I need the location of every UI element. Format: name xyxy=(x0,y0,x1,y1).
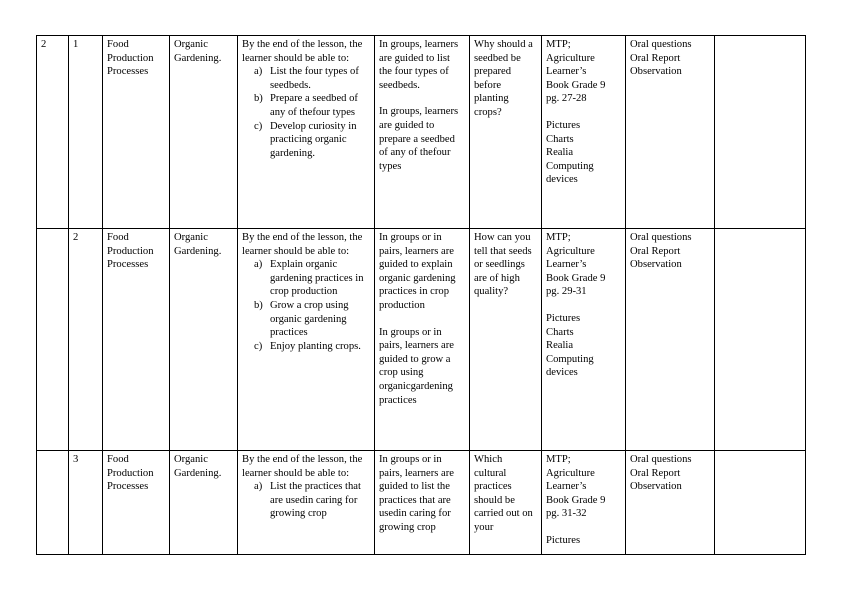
inquiry-question-cell xyxy=(470,229,542,451)
outcome-marker: c) xyxy=(254,120,263,132)
table-row xyxy=(37,36,806,229)
learning-outcomes-cell xyxy=(238,451,375,555)
resource-line: pg. 29-31 xyxy=(546,286,587,298)
assessment-cell xyxy=(626,36,715,229)
sub-strand-cell xyxy=(170,451,238,555)
resource-line: Book Grade 9 xyxy=(546,272,606,284)
sub-strand-cell xyxy=(170,229,238,451)
resource-line: Pictures xyxy=(546,119,581,131)
sub-strand-line: Organic xyxy=(174,39,208,50)
outcome-item xyxy=(242,120,370,161)
outcome-text: List the practices that are usedin caring for growing crop xyxy=(270,481,361,520)
assessment-line: Observation xyxy=(630,481,682,493)
assessment-line: Oral questions xyxy=(630,39,692,50)
strand-line: Production xyxy=(107,467,154,479)
assessment-cell xyxy=(626,451,715,555)
resource-line: Charts xyxy=(546,326,574,338)
outcome-item xyxy=(242,92,370,119)
outcome-text: List the four types of seedbeds. xyxy=(270,66,359,91)
outcome-marker: a) xyxy=(254,66,263,78)
reflection-cell xyxy=(715,229,806,451)
strand-line: Production xyxy=(107,52,154,64)
outcome-text: Grow a crop using organic gardening practices xyxy=(270,299,349,339)
outcome-marker: a) xyxy=(254,481,263,493)
sub-strand-cell xyxy=(170,36,238,229)
outcome-marker: c) xyxy=(254,340,263,352)
assessment-line: Oral Report xyxy=(630,245,681,257)
resources-cell xyxy=(542,229,626,451)
resource-line: Book Grade 9 xyxy=(546,494,606,506)
table-body xyxy=(37,36,806,555)
inquiry-question-cell xyxy=(470,451,542,555)
strand-cell xyxy=(103,36,170,229)
assessment-line: Oral Report xyxy=(630,467,681,479)
outcomes-list xyxy=(242,480,370,521)
week-cell xyxy=(37,229,69,451)
lesson-cell xyxy=(69,451,103,555)
resource-line: Realia xyxy=(546,340,574,352)
resource-line: Charts xyxy=(546,133,574,145)
outcome-item xyxy=(242,258,370,299)
experience-paragraph: In groups or in pairs, learners are guided to explain organic gardening practices in crop production xyxy=(379,232,456,311)
outcomes-list xyxy=(242,258,370,353)
week-cell xyxy=(37,451,69,555)
resource-line: Learner’s xyxy=(546,481,587,493)
reflection-cell xyxy=(715,36,806,229)
resource-line: Realia xyxy=(546,147,574,159)
outcomes-intro: By the end of the lesson, the learner should be able to: xyxy=(242,232,363,257)
strand-line: Processes xyxy=(107,481,149,493)
learning-outcomes-cell xyxy=(238,36,375,229)
table-row xyxy=(37,229,806,451)
sub-strand-line: Gardening. xyxy=(174,245,222,257)
resource-line: Agriculture xyxy=(546,52,595,64)
resource-line: devices xyxy=(546,174,578,186)
resource-line: Agriculture xyxy=(546,467,595,479)
strand-line: Food xyxy=(107,39,129,50)
resources-cell xyxy=(542,451,626,555)
resources-cell xyxy=(542,36,626,229)
assessment-line: Observation xyxy=(630,259,682,271)
resource-line: MTP; xyxy=(546,232,571,243)
lesson-number: 3 xyxy=(73,454,79,465)
outcome-text: Enjoy planting crops. xyxy=(270,340,361,352)
resource-line: Book Grade 9 xyxy=(546,79,606,91)
scheme-of-work-table xyxy=(36,35,806,555)
outcome-item xyxy=(242,480,370,521)
inquiry-question: Why should a seedbed be prepared before planting crops? xyxy=(474,39,533,118)
resource-line: Agriculture xyxy=(546,245,595,257)
resource-line: MTP; xyxy=(546,454,571,465)
reflection-cell xyxy=(715,451,806,555)
outcome-text: Develop curiosity in practicing organic gardening. xyxy=(270,120,357,159)
week-cell xyxy=(37,36,69,229)
assessment-line: Observation xyxy=(630,66,682,78)
strand-cell xyxy=(103,229,170,451)
resource-line: pg. 27-28 xyxy=(546,93,587,105)
lesson-cell xyxy=(69,36,103,229)
assessment-cell xyxy=(626,229,715,451)
outcome-marker: b) xyxy=(254,93,263,105)
assessment-line: Oral Report xyxy=(630,52,681,64)
resource-line: devices xyxy=(546,367,578,379)
outcome-text: Prepare a seedbed of any of thefour types xyxy=(270,93,358,118)
strand-line: Processes xyxy=(107,259,149,271)
sub-strand-line: Organic xyxy=(174,454,208,465)
inquiry-question: How can you tell that seeds or seedlings are of high quality? xyxy=(474,232,532,298)
outcome-item xyxy=(242,340,370,354)
outcomes-intro: By the end of the lesson, the learner should be able to: xyxy=(242,454,363,479)
outcome-marker: b) xyxy=(254,299,263,311)
experience-paragraph: In groups, learners are guided to prepare a seedbed of any of thefour types xyxy=(379,106,459,172)
resource-line: MTP; xyxy=(546,39,571,50)
resource-line: Computing xyxy=(546,160,594,172)
table-row xyxy=(37,451,806,555)
resource-line: Pictures xyxy=(546,312,581,324)
assessment-line: Oral questions xyxy=(630,232,692,243)
outcomes-list xyxy=(242,65,370,160)
week-number: 2 xyxy=(41,39,47,50)
resource-line: Computing xyxy=(546,353,594,365)
outcome-item xyxy=(242,299,370,340)
assessment-line: Oral questions xyxy=(630,454,692,465)
experience-paragraph: In groups or in pairs, learners are guided to grow a crop using organicgardening practices xyxy=(379,326,454,406)
learning-experiences-cell xyxy=(375,451,470,555)
lesson-number: 2 xyxy=(73,232,79,243)
sub-strand-line: Organic xyxy=(174,232,208,243)
experience-paragraph: In groups, learners are guided to list the four types of seedbeds. xyxy=(379,39,459,91)
inquiry-question: Which cultural practices should be carried out on your xyxy=(474,454,533,533)
learning-outcomes-cell xyxy=(238,229,375,451)
sub-strand-line: Gardening. xyxy=(174,467,222,479)
strand-line: Processes xyxy=(107,66,149,78)
sub-strand-line: Gardening. xyxy=(174,52,222,64)
resource-line: Pictures xyxy=(546,534,581,546)
resource-line: Learner’s xyxy=(546,66,587,78)
outcome-item xyxy=(242,65,370,92)
resource-line: Learner’s xyxy=(546,259,587,271)
outcome-marker: a) xyxy=(254,259,263,271)
resource-line: pg. 31-32 xyxy=(546,508,587,520)
learning-experiences-cell xyxy=(375,36,470,229)
strand-line: Production xyxy=(107,245,154,257)
outcome-text: Explain organic gardening practices in crop production xyxy=(270,259,364,298)
lesson-cell xyxy=(69,229,103,451)
strand-cell xyxy=(103,451,170,555)
strand-line: Food xyxy=(107,454,129,465)
inquiry-question-cell xyxy=(470,36,542,229)
strand-line: Food xyxy=(107,232,129,243)
experience-paragraph: In groups or in pairs, learners are guided to list the practices that are usedin caring for growing crop xyxy=(379,454,454,533)
outcomes-intro: By the end of the lesson, the learner should be able to: xyxy=(242,39,363,64)
learning-experiences-cell xyxy=(375,229,470,451)
lesson-number: 1 xyxy=(73,39,79,50)
